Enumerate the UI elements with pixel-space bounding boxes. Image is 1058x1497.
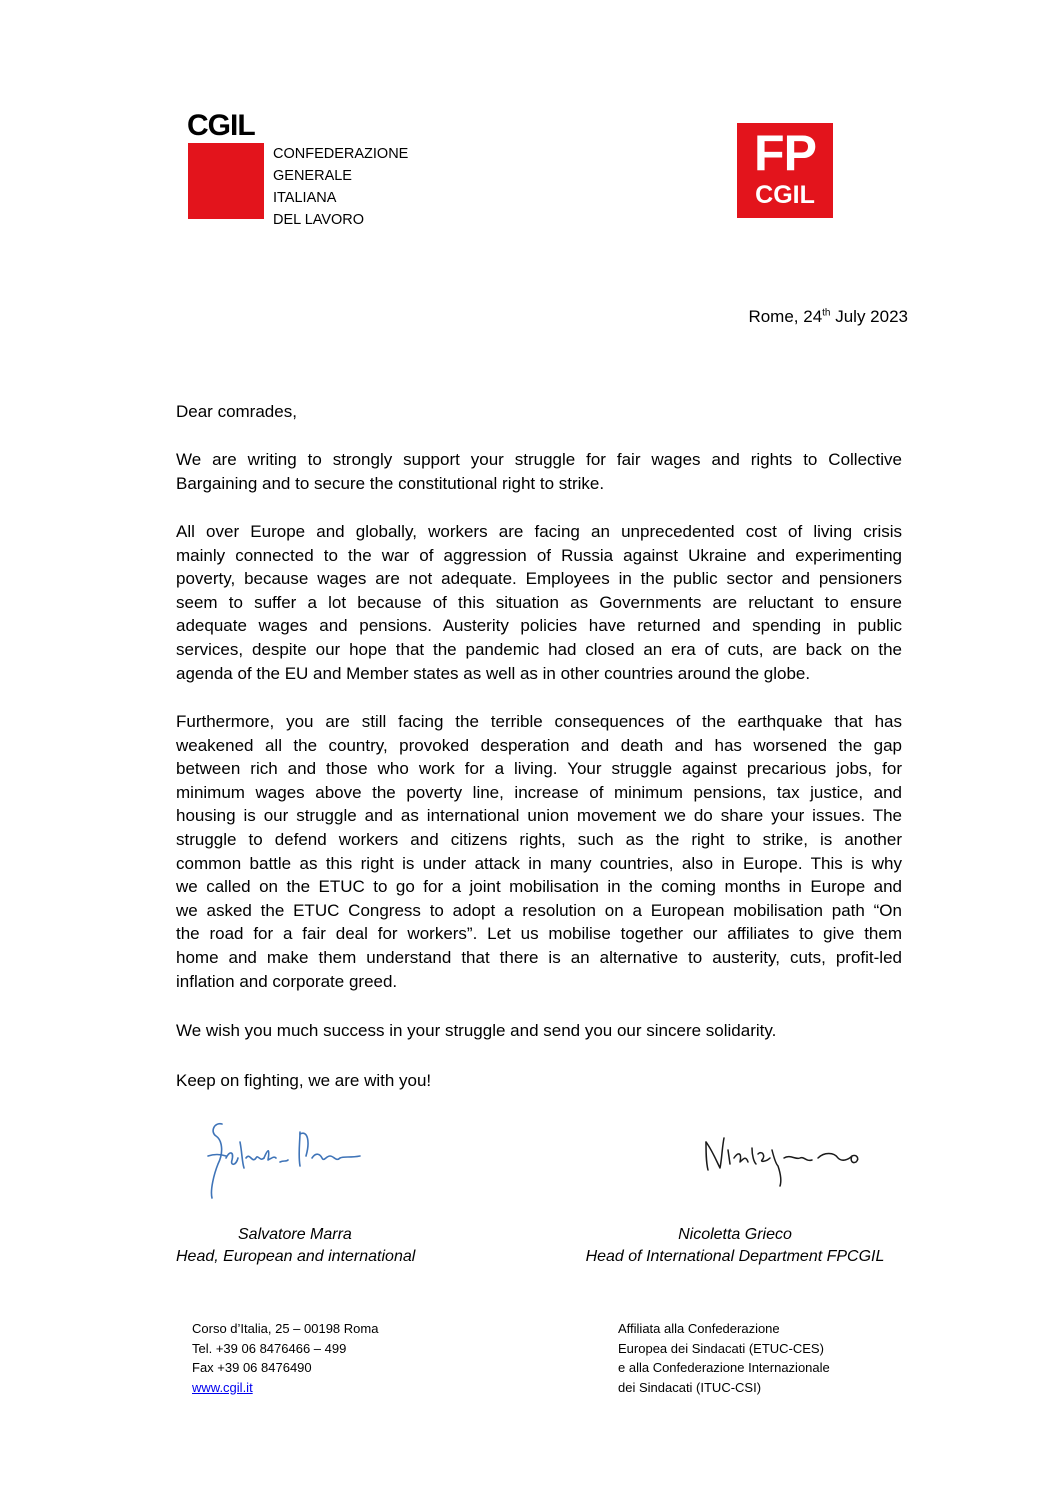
salutation: Dear comrades, (176, 402, 297, 421)
cgil-logo-wordmark: CGIL (187, 109, 255, 142)
cgil-logo-square (188, 143, 264, 219)
paragraph-line: Bargaining and to secure the constitutional right to strike. (176, 473, 605, 493)
paragraph-line: All over Europe and globally, workers are facing an unprecedented cost of living crisis (176, 522, 902, 541)
fp-cgil-logo (737, 123, 833, 218)
paragraph-line: minimum wages above the poverty line, increase of minimum pensions, tax justice, and (176, 782, 902, 802)
footer-affiliation-line-1: Affiliata alla Confederazione (618, 1321, 780, 1336)
paragraph-line: home and make them understand that there is an alternative to austerity, cuts, profit-led (176, 947, 902, 967)
footer-address (192, 1319, 378, 1397)
paragraph-line: weakened all the country, provoked desperation and death and has worsened the gap (176, 735, 902, 755)
footer-affiliation (618, 1319, 830, 1397)
paragraph-line: we asked the ETUC Congress to adopt a resolution on a European mobilisation path “On (176, 900, 902, 920)
fp-logo-bottom: CGIL (755, 181, 815, 209)
paragraph-1 (176, 448, 902, 495)
footer-affiliation-line-4: dei Sindacati (ITUC-CSI) (618, 1379, 762, 1395)
paragraph-line: common battle as this right is under attack in many countries, also in Europe. This is why (176, 853, 902, 873)
footer-address-line-2: Tel. +39 06 8476466 – 499 (192, 1340, 347, 1356)
signature-right-image (700, 1128, 870, 1190)
cgil-line-2: GENERALE (273, 168, 352, 184)
paragraph-line: struggle to defend workers and citizens rights, such as the right to strike, is another (176, 829, 902, 849)
cgil-line-3: ITALIANA (273, 190, 337, 206)
cgil-line-1: CONFEDERAZIONE (273, 146, 409, 162)
fp-logo-top: FP (754, 125, 816, 181)
paragraph-line: agenda of the EU and Member states as well as in other countries around the globe. (176, 663, 811, 683)
signatory-right-name: Nicoletta Grieco (678, 1226, 792, 1243)
footer-affiliation-line-3: e alla Confederazione Internazionale (618, 1360, 830, 1375)
signatory-left-title: Head, European and international (176, 1248, 416, 1265)
signature-left-image (200, 1112, 370, 1204)
signature-left (176, 1224, 426, 1268)
paragraph-line: adequate wages and pensions. Austerity policies have returned and spending in public (176, 616, 902, 636)
paragraph-line: We are writing to strongly support your struggle for fair wages and rights to Collective (176, 450, 902, 469)
footer-address-line-3: Fax +39 06 8476490 (192, 1360, 312, 1375)
paragraph-line: the road for a fair deal for workers”. Let us mobilise together our affiliates to give them (176, 924, 902, 944)
paragraph-line: inflation and corporate greed. (176, 971, 398, 991)
paragraph-line: Furthermore, you are still facing the terrible consequences of the earthquake that has (176, 712, 902, 731)
signatory-left-name: Salvatore Marra (238, 1226, 352, 1243)
website-link[interactable]: www.cgil.it (192, 1379, 253, 1395)
paragraph-line: we called on the ETUC to go for a joint mobilisation in the coming months in Europe and (176, 877, 902, 897)
footer-affiliation-line-2: Europea dei Sindacati (ETUC-CES) (618, 1340, 824, 1356)
paragraph-line: between rich and those who work for a living. Your struggle against precarious jobs, for (176, 759, 902, 779)
paragraph-line: services, despite our hope that the pandemic had closed an era of cuts, are back on the (176, 639, 902, 659)
paragraph-line: housing is our struggle and as international union movement we do share your issues. The (176, 806, 902, 826)
paragraph-3 (176, 710, 902, 993)
letter-date: Rome, 24th July 2023 (748, 307, 908, 326)
signature-right (580, 1224, 890, 1268)
signatory-right-title: Head of International Department FPCGIL (585, 1248, 885, 1265)
paragraph-line: seem to suffer a lot because of this situation as Governments are reluctant to ensure (176, 592, 902, 612)
cgil-line-4: DEL LAVORO (273, 212, 365, 228)
paragraph-4 (176, 1019, 902, 1043)
footer-address-line-1: Corso d’Italia, 25 – 00198 Roma (192, 1321, 379, 1336)
paragraph-2 (176, 520, 902, 685)
paragraph-line: We wish you much success in your struggle and send you our sincere solidarity. (176, 1021, 777, 1040)
paragraph-line: poverty, because wages are not adequate. Employees in the public sector and pensioners (176, 569, 902, 589)
paragraph-line: mainly connected to the war of aggression of Russia against Ukraine and experimenting (176, 545, 902, 565)
closing-line: Keep on fighting, we are with you! (176, 1071, 432, 1090)
